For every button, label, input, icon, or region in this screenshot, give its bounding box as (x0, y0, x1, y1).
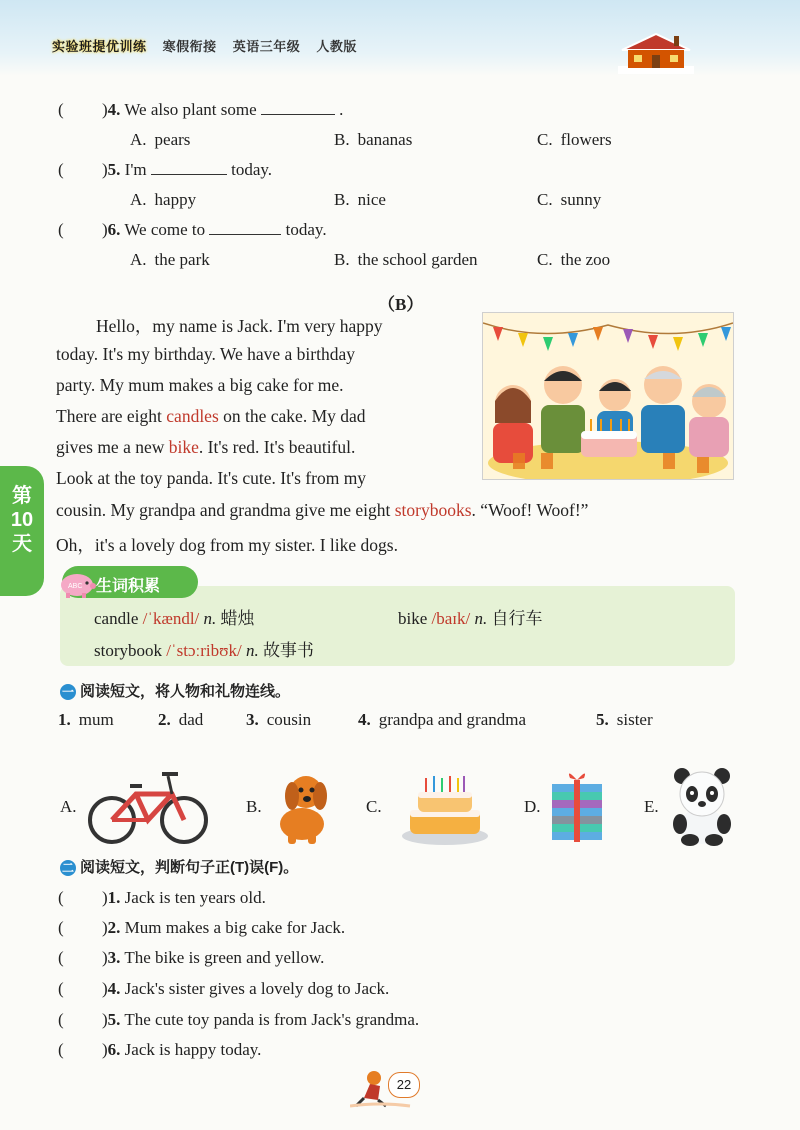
gift-label-a: A. (60, 797, 77, 816)
option-text: bananas (357, 130, 413, 149)
day-tab-line1: 第 (12, 485, 32, 507)
birthday-party-illustration (482, 312, 734, 480)
day-tab-number: 10 (10, 509, 34, 531)
answer-paren-open: ( (58, 220, 64, 239)
passage-line (56, 375, 344, 396)
header-brand: 实验班提优训练 (52, 39, 147, 54)
answer-option (130, 190, 196, 210)
answer-paren-close: ) (102, 220, 108, 239)
option-text: flowers (560, 130, 612, 149)
person-name: dad (178, 710, 204, 729)
question-number: 5. (107, 160, 121, 179)
stem-before: I'm (124, 160, 147, 179)
answer-paren-close: ) (102, 979, 108, 998)
item-text: Jack is ten years old. (124, 888, 266, 907)
question-number: 6. (107, 220, 121, 239)
answer-option (537, 190, 601, 210)
passage-line (56, 532, 398, 557)
exercise1-instruction: 阅读短文，将人物和礼物连线。 (80, 683, 291, 700)
exercise1-badge: 一 (61, 685, 74, 700)
panda-icon (668, 766, 736, 846)
passage-text: party. My mum makes a big cake for me. (56, 375, 344, 395)
answer-paren-close: ) (102, 100, 108, 119)
stem-before: We also plant some (124, 100, 257, 119)
section-b-label: （B） (378, 295, 424, 314)
passage-line (56, 468, 366, 489)
books-icon (546, 766, 608, 848)
header-grade: 英语三年级 (232, 39, 301, 54)
answer-paren-open: ( (58, 100, 64, 119)
person-num: 2. (158, 710, 171, 729)
passage-text: cousin. My grandpa and grandma give me eight (56, 500, 395, 520)
gift-label-b: B. (246, 797, 262, 816)
item-text: Mum makes a big cake for Jack. (124, 918, 346, 937)
answer-paren-open: ( (58, 1040, 64, 1059)
option-letter: B. (334, 130, 350, 149)
answer-paren-close: ) (102, 918, 108, 937)
vocab-highlight: candles (166, 406, 219, 426)
header-text (52, 36, 369, 55)
option-text: pears (154, 130, 191, 149)
passage-text: gives me a new (56, 437, 169, 457)
answer-blank (209, 220, 281, 235)
option-text: the school garden (357, 250, 478, 269)
option-letter: C. (537, 130, 553, 149)
header-edition: 人教版 (316, 39, 357, 54)
answer-option (334, 130, 412, 150)
page-header (0, 0, 800, 76)
item-number: 6. (107, 1040, 121, 1059)
option-text: nice (357, 190, 386, 209)
vocab-phonetic: /ˈkændl/ (142, 609, 200, 628)
vocab-word: candle (94, 609, 139, 628)
person-name: sister (616, 710, 653, 729)
answer-option (537, 130, 612, 150)
answer-option (130, 130, 190, 150)
vocab-word-storybook (94, 636, 314, 661)
cake-icon (400, 768, 490, 846)
person-item (158, 710, 203, 730)
answer-paren-close: ) (102, 1040, 108, 1059)
vocab-word: storybook (94, 641, 162, 660)
stem-after: today. (285, 220, 327, 239)
passage-text: . It's red. It's beautiful. (198, 437, 356, 457)
vocab-meaning: 自行车 (491, 609, 543, 628)
vocab-pos: n. (245, 641, 259, 660)
vocab-phonetic: /ˈstɔːribʊk/ (166, 641, 242, 660)
passage-text: Look at the toy panda. It's cute. It's from my (56, 468, 367, 488)
vocab-phonetic: /baɪk/ (431, 609, 471, 628)
vocab-word-bike (398, 604, 543, 629)
exercise2-badge: 二 (61, 861, 74, 876)
person-num: 4. (358, 710, 371, 729)
answer-paren-open: ( (58, 918, 64, 937)
stem-after: today. (231, 160, 273, 179)
vocab-highlight: storybooks (394, 500, 472, 520)
option-text: the park (154, 250, 210, 269)
vocab-word-candle (94, 604, 255, 629)
answer-paren-close: ) (102, 948, 108, 967)
option-letter: B. (334, 190, 350, 209)
person-item (246, 710, 311, 730)
option-letter: B. (334, 250, 350, 269)
passage-text: Oh，it's a lovely dog from my sister. I like dogs. (56, 535, 398, 555)
answer-paren-open: ( (58, 948, 64, 967)
stem-before: We come to (124, 220, 206, 239)
option-text: the zoo (560, 250, 611, 269)
person-num: 1. (58, 710, 71, 729)
answer-option (130, 250, 210, 270)
person-num: 3. (246, 710, 259, 729)
answer-paren-close: ) (102, 160, 108, 179)
question-stem (102, 160, 272, 180)
vocab-highlight: bike (168, 437, 199, 457)
option-text: happy (154, 190, 197, 209)
option-letter: A. (130, 130, 147, 149)
tf-item (102, 979, 389, 999)
answer-option (537, 250, 610, 270)
item-number: 2. (107, 918, 121, 937)
person-num: 5. (596, 710, 609, 729)
bike-icon (86, 766, 210, 846)
page-number: 22 (388, 1072, 420, 1098)
answer-paren-open: ( (58, 1010, 64, 1029)
person-item (358, 710, 526, 730)
option-letter: C. (537, 190, 553, 209)
vocab-meaning: 故事书 (262, 641, 314, 660)
answer-option (334, 250, 478, 270)
person-item (596, 710, 653, 730)
tf-item (102, 1040, 261, 1060)
stem-after: . (339, 100, 344, 119)
option-text: sunny (560, 190, 602, 209)
vocabulary-title: 生词积累 (96, 578, 161, 595)
answer-option (334, 190, 386, 210)
item-text: The bike is green and yellow. (124, 948, 325, 967)
item-number: 4. (107, 979, 121, 998)
house-icon (618, 30, 694, 74)
option-letter: A. (130, 250, 147, 269)
answer-paren-open: ( (58, 979, 64, 998)
question-stem (102, 100, 343, 120)
question-stem (102, 220, 327, 240)
tf-item (102, 918, 345, 938)
passage-line (56, 406, 366, 427)
tf-item (102, 888, 266, 908)
dog-icon (266, 766, 336, 846)
item-text: Jack's sister gives a lovely dog to Jack. (124, 979, 390, 998)
passage-line (56, 437, 355, 458)
answer-paren-open: ( (58, 160, 64, 179)
passage-text: Hello，my name is Jack. I'm very happy (96, 316, 383, 336)
vocab-word: bike (398, 609, 428, 628)
item-number: 5. (107, 1010, 121, 1029)
option-letter: C. (537, 250, 553, 269)
answer-paren-open: ( (58, 888, 64, 907)
header-series: 寒假衔接 (162, 39, 217, 54)
passage-text: There are eight (56, 406, 167, 426)
person-item (58, 710, 114, 730)
question-number: 4. (107, 100, 121, 119)
day-tab-line3: 天 (12, 533, 32, 555)
passage-line (56, 344, 355, 365)
piggy-bank-icon (58, 568, 96, 598)
passage-line (96, 313, 383, 338)
passage-text: on the cake. My dad (218, 406, 366, 426)
piggy-bank-label: ABC (68, 583, 83, 590)
item-number: 3. (107, 948, 121, 967)
passage-line (56, 500, 588, 521)
day-tab (0, 466, 44, 596)
item-number: 1. (107, 888, 121, 907)
tf-item (102, 1010, 419, 1030)
exercise1-heading (60, 680, 290, 701)
answer-blank (261, 100, 335, 115)
vocab-pos: n. (474, 609, 488, 628)
vocab-pos: n. (203, 609, 217, 628)
answer-paren-close: ) (102, 1010, 108, 1029)
exercise2-heading (60, 856, 298, 877)
gift-label-c: C. (366, 797, 382, 816)
option-letter: A. (130, 190, 147, 209)
gift-label-e: E. (644, 797, 659, 816)
vocab-meaning: 蜡烛 (220, 609, 255, 628)
tf-item (102, 948, 324, 968)
item-text: Jack is happy today. (124, 1040, 262, 1059)
passage-text: . “Woof! Woof!” (471, 500, 589, 520)
person-name: cousin (266, 710, 312, 729)
item-text: The cute toy panda is from Jack's grandma. (124, 1010, 420, 1029)
person-name: grandpa and grandma (378, 710, 527, 729)
person-name: mum (78, 710, 114, 729)
gift-label-d: D. (524, 797, 541, 816)
answer-paren-close: ) (102, 888, 108, 907)
answer-blank (151, 160, 227, 175)
exercise2-instruction: 阅读短文，判断句子正(T)误(F)。 (80, 859, 299, 876)
passage-text: today. It's my birthday. We have a birthday (56, 344, 356, 364)
